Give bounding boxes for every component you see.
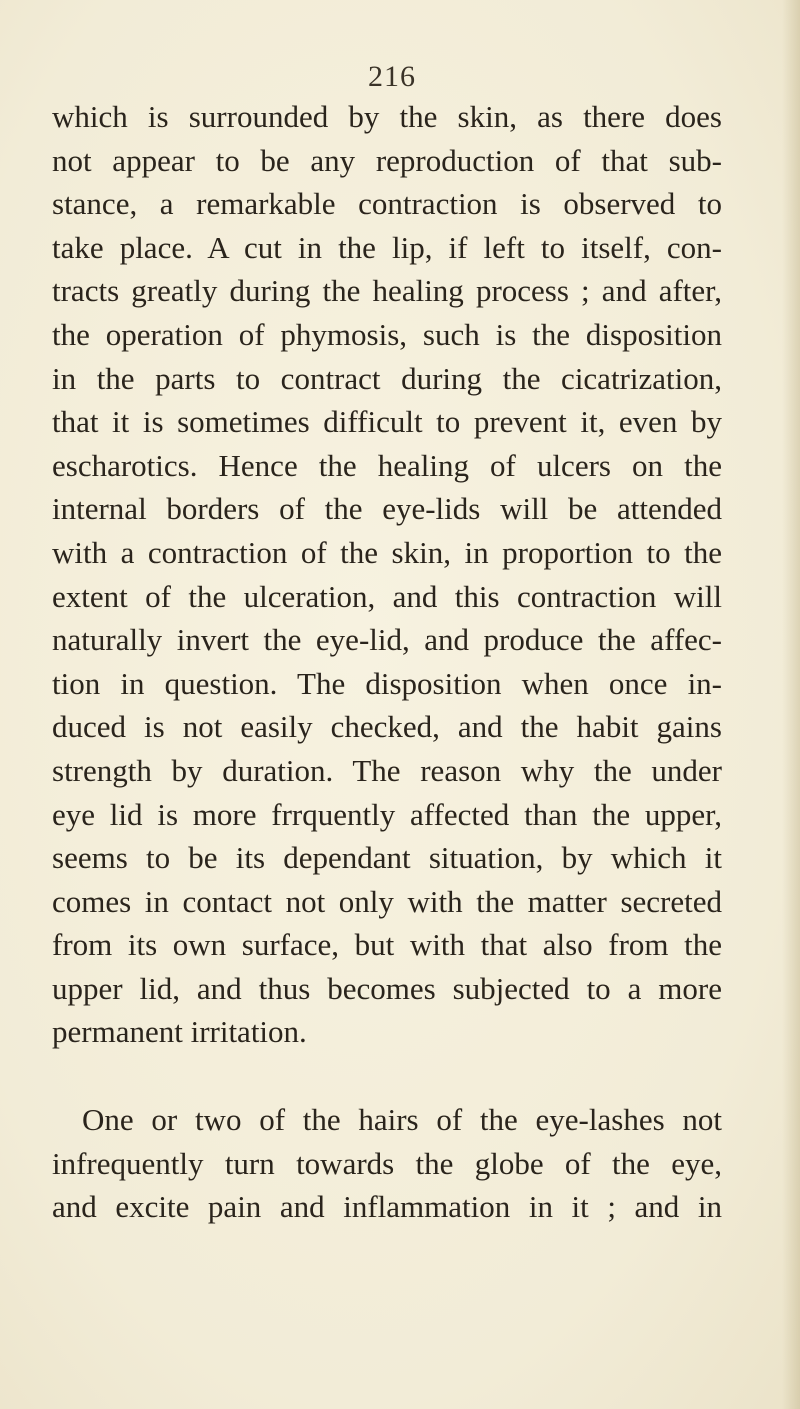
text-line: upper lid, and thus becomes subjected to a more [52,970,722,1006]
text-line: from its own surface, but with that also from the [52,927,722,963]
paragraph-1 [52,95,722,1054]
text-line: which is surrounded by the skin, as there does [52,99,722,134]
text-line: duced is not easily checked, and the habit gains [52,709,722,745]
page-number: 216 [368,60,416,93]
text-line: infrequently turn towards the globe of the eye, [52,1145,722,1181]
text-line: stance, a remarkable contraction is observed to [52,186,722,222]
page-edge-shadow [782,0,800,1409]
text-line: extent of the ulceration, and this contraction will [52,578,722,614]
text-line: tracts greatly during the healing process ; and after, [52,273,722,309]
text-line: not appear to be any reproduction of that sub- [52,142,722,178]
paragraph-spacer [52,1054,722,1098]
text-line: permanent irritation. [52,1014,307,1050]
text-line: seems to be its dependant situation, by which it [52,840,722,876]
text-line: comes in contact not only with the matter secreted [52,883,722,919]
text-line: take place. A cut in the lip, if left to itself, con- [52,229,722,265]
text-line: One or two of the hairs of the eye-lashes not [82,1102,722,1138]
text-line: that it is sometimes difficult to prevent it, even by [52,404,722,440]
text-line: escharotics. Hence the healing of ulcers on the [52,447,722,483]
text-line: strength by duration. The reason why the under [52,752,722,788]
body-text [52,95,722,1229]
text-line: internal borders of the eye-lids will be attended [52,491,722,527]
paragraph-2 [52,1098,722,1229]
text-line: in the parts to contract during the cicatrization, [52,360,722,396]
text-line: with a contraction of the skin, in proportion to the [52,534,722,570]
text-line: tion in question. The disposition when once in- [52,665,722,701]
text-line: naturally invert the eye-lid, and produce the affec- [52,622,722,658]
text-line: the operation of phymosis, such is the disposition [52,316,722,352]
text-line: eye lid is more frrquently affected than the upper, [52,796,722,832]
text-line: and excite pain and inflammation in it ; and in [52,1189,722,1225]
